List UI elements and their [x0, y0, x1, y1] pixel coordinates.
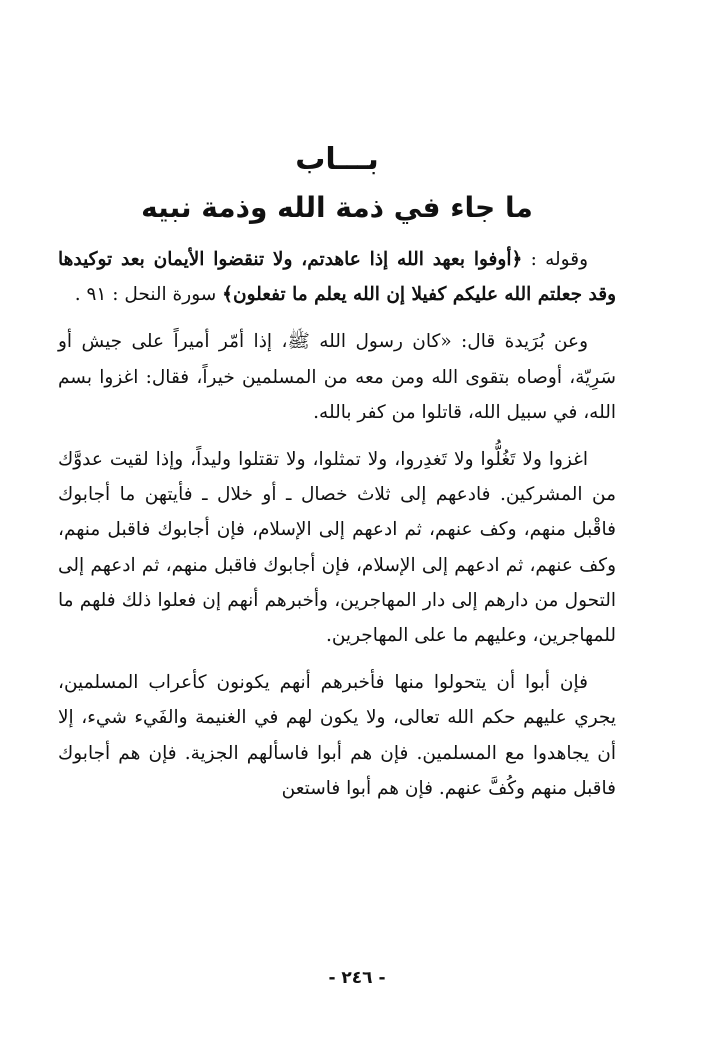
verse-lead: وقوله :	[522, 249, 588, 270]
paragraph-hadith-continued: فإن أبوا أن يتحولوا منها فأخبرهم أنهم يكونون كأعراب المسلمين، يجري عليهم حكم الله تعالى، ولا يكون لهم في الغنيمة والفَيء شيء، إلا أن يجاهدوا مع المسلمين. فإن هم أبوا فاسألهم الجزية. فإن هم أجابوك فاقبل منهم وكُفَّ عنهم. فإن هم أبوا فاستعن	[58, 672, 616, 799]
chapter-title: ما جاء في ذمة الله وذمة نبيه	[141, 191, 533, 224]
paragraph-hadith-body: اغزوا ولا تَغُلُّوا ولا تَغدِروا، ولا تمثلوا، ولا تقتلوا وليداً، وإذا لقيت عدوَّك من المشركين. فادعهم إلى ثلاث خصال ـ أو خلال ـ فأيتهن ما أجابوك فاقْبل منهم، وكف عنهم، ثم ادعهم إلى الإسلام، فإن أجابوك فاقبل منهم، وكف عنهم، ثم ادعهم إلى الإسلام، فإن أجابوك فاقبل منهم، ثم ادعهم إلى التحول من دارهم إلى دار المهاجرين، وأخبرهم أنهم إن فعلوا ذلك فلهم ما للمهاجرين، وعليهم ما على المهاجرين.	[58, 449, 616, 647]
page-number: - ٢٤٦ -	[328, 968, 386, 988]
verse-reference: سورة النحل : ٩١ .	[74, 284, 223, 306]
paragraph-hadith-intro: وعن بُرَيدة قال: «كان رسول الله ﷺ، إذا أمّر أميراً على جيش أو سَرِيّة، أوصاه بتقوى الله ومن معه من المسلمين خيراً، فقال: اغزوا بسم الله، في سبيل الله، قاتلوا من كفر بالله.	[58, 331, 616, 423]
chapter-heading: بـــاب	[295, 142, 379, 177]
quran-quote: ﴿أوفوا بعهد الله إذا عاهدتم، ولا تنقضوا الأيمان بعد توكيدها وقد جعلتم الله عليكم كفيلا إن الله يعلم ما تفعلون﴾	[58, 249, 616, 306]
paragraph-verse	[58, 242, 616, 312]
